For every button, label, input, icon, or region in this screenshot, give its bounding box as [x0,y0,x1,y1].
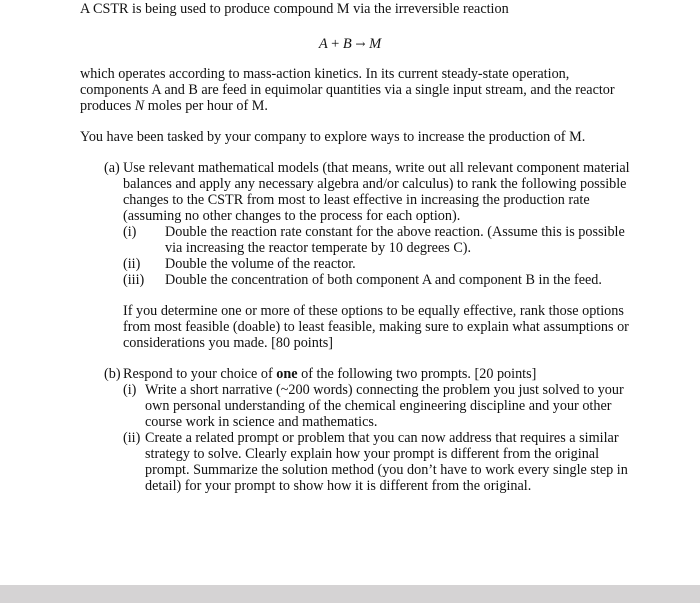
part-a-line4: (assuming no other changes to the process for each option). [123,208,461,224]
part-a-note-line2: from most feasible (doable) to least feasible, making sure to explain what assumptions or [123,319,629,335]
reaction-equation [0,36,700,53]
option-b-i-num: (i) [123,382,137,398]
paragraph2-line1: You have been tasked by your company to explore ways to increase the production of M. [80,129,586,145]
part-a-line3: changes to the CSTR from most to least effective in increasing the production rate [123,192,590,208]
paragraph1-line2: components A and B are feed in equimolar quantities via a single input stream, and the reactor [80,82,615,98]
part-a-line1: Use relevant mathematical models (that means, write out all relevant component material [123,160,630,176]
option-b-ii-line2: strategy to solve. Clearly explain how your prompt is different from the original [145,446,600,462]
variable-n: N [134,98,145,114]
reactant-a: A [318,36,328,52]
option-b-i-line1: Write a short narrative (~200 words) connecting the problem you just solved to your [145,382,624,398]
option-a-iii-line1: Double the concentration of both component A and component B in the feed. [165,272,602,288]
reaction-arrow: → [355,37,366,51]
option-a-ii-line1: Double the volume of the reactor. [165,256,356,272]
product-m: M [369,36,382,52]
option-a-i-line1: Double the reaction rate constant for the above reaction. (Assume this is possible [165,224,625,240]
part-a-line2: balances and apply any necessary algebra and/or calculus) to rank the following possible [123,176,627,192]
option-a-i-num: (i) [123,224,137,240]
option-a-i-line2: via increasing the reactor temperate by 10 degrees C). [165,240,472,256]
option-b-i-line3: course work in science and mathematics. [145,414,378,430]
intro-line: A CSTR is being used to produce compound M via the irreversible reaction [80,1,509,17]
reactant-b: B [342,36,352,52]
option-b-ii-line1: Create a related prompt or problem that you can now address that requires a similar [145,430,619,446]
option-a-ii-num: (ii) [123,256,141,272]
part-b-label: (b) [104,366,121,382]
paragraph1-line3: produces N moles per hour of M. [80,98,268,114]
option-b-ii-line4: detail) for your prompt to show how it is different from the original. [145,478,532,494]
option-b-ii-num: (ii) [123,430,141,446]
paragraph1-line1: which operates according to mass-action kinetics. In its current steady-state operation, [80,66,570,82]
option-b-ii-line3: prompt. Summarize the solution method (you don’t have to work every single step in [145,462,628,478]
option-b-i-line2: own personal understanding of the chemical engineering discipline and your other [145,398,612,414]
part-a-note-line3: considerations you made. [80 points] [123,335,334,351]
option-a-iii-num: (iii) [123,272,145,288]
bottom-gray-bar [0,585,700,603]
plus-sign: + [331,36,340,52]
part-a-note-line1: If you determine one or more of these options to be equally effective, rank those options [123,303,624,319]
part-a-label: (a) [104,160,120,176]
part-b-line1: Respond to your choice of one of the following two prompts. [20 points] [123,366,537,382]
emphasis-one: one [276,366,298,382]
